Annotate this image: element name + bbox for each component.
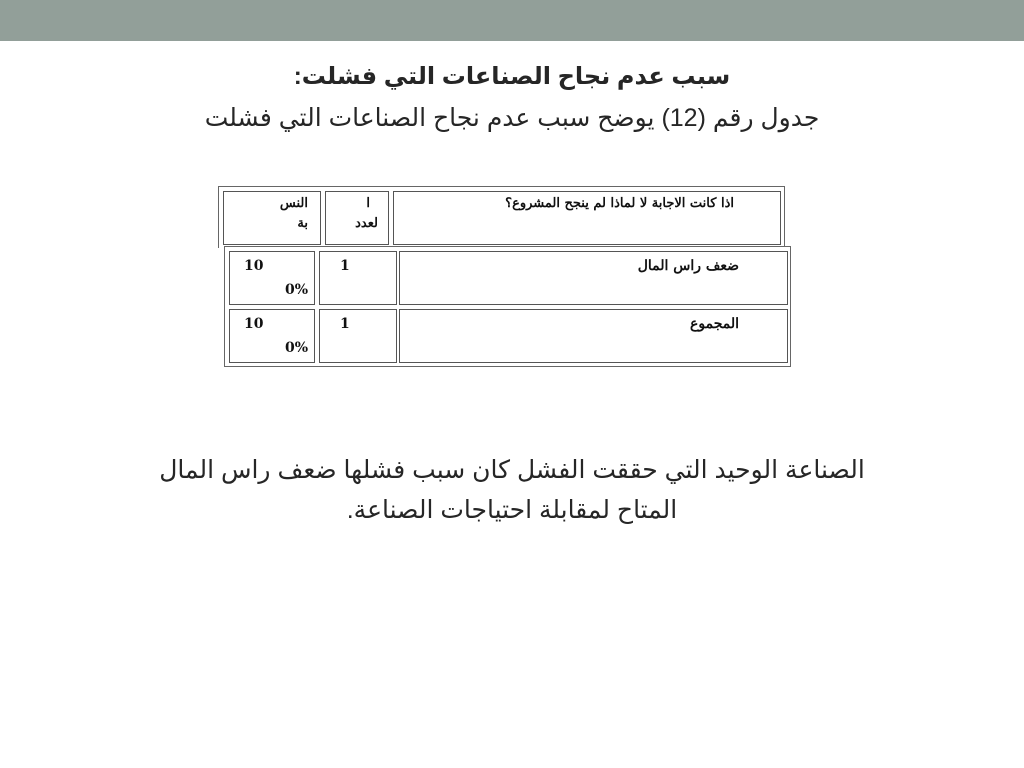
row-2-label-cell — [399, 309, 788, 363]
header-count-line1: ا — [366, 196, 370, 211]
table-caption: جدول رقم (12) يوضح سبب عدم نجاح الصناعات التي فشلت — [204, 104, 820, 132]
row-1-count-cell — [319, 251, 397, 305]
header-percent-cell — [223, 191, 321, 245]
row-1-percent-line1: 10 — [244, 258, 264, 274]
row-2-count: 1 — [340, 316, 350, 332]
row-2-count-cell — [319, 309, 397, 363]
header-count-cell — [325, 191, 389, 245]
slide-heading: سبب عدم نجاح الصناعات التي فشلت: — [293, 63, 731, 90]
row-1-percent-cell — [229, 251, 315, 305]
header-percent-line1: النس — [279, 196, 308, 211]
row-1-percent-line2: 0% — [284, 282, 308, 298]
header-question-cell — [393, 191, 781, 245]
header-question-text: اذا كانت الاجابة لا لماذا لم ينجح المشروع؟ — [505, 196, 734, 211]
row-1-count: 1 — [340, 258, 350, 274]
row-1-label-cell — [399, 251, 788, 305]
slide-top-bar — [0, 0, 1024, 41]
row-2-percent-line2: 0% — [284, 340, 308, 356]
header-count-line2: لعدد — [355, 216, 378, 231]
row-2-percent-cell — [229, 309, 315, 363]
row-1-label: ضعف راس المال — [637, 258, 739, 274]
row-2-percent-line1: 10 — [244, 316, 264, 332]
table-body — [224, 246, 791, 367]
row-2-label: المجموع — [690, 316, 739, 332]
conclusion-text: الصناعة الوحيد التي حققت الفشل كان سبب فشلها ضعف راس المال المتاح لمقابلة احتياجات الصناعة. — [159, 456, 865, 524]
table-header — [218, 186, 785, 248]
header-percent-line2: بة — [297, 216, 308, 231]
